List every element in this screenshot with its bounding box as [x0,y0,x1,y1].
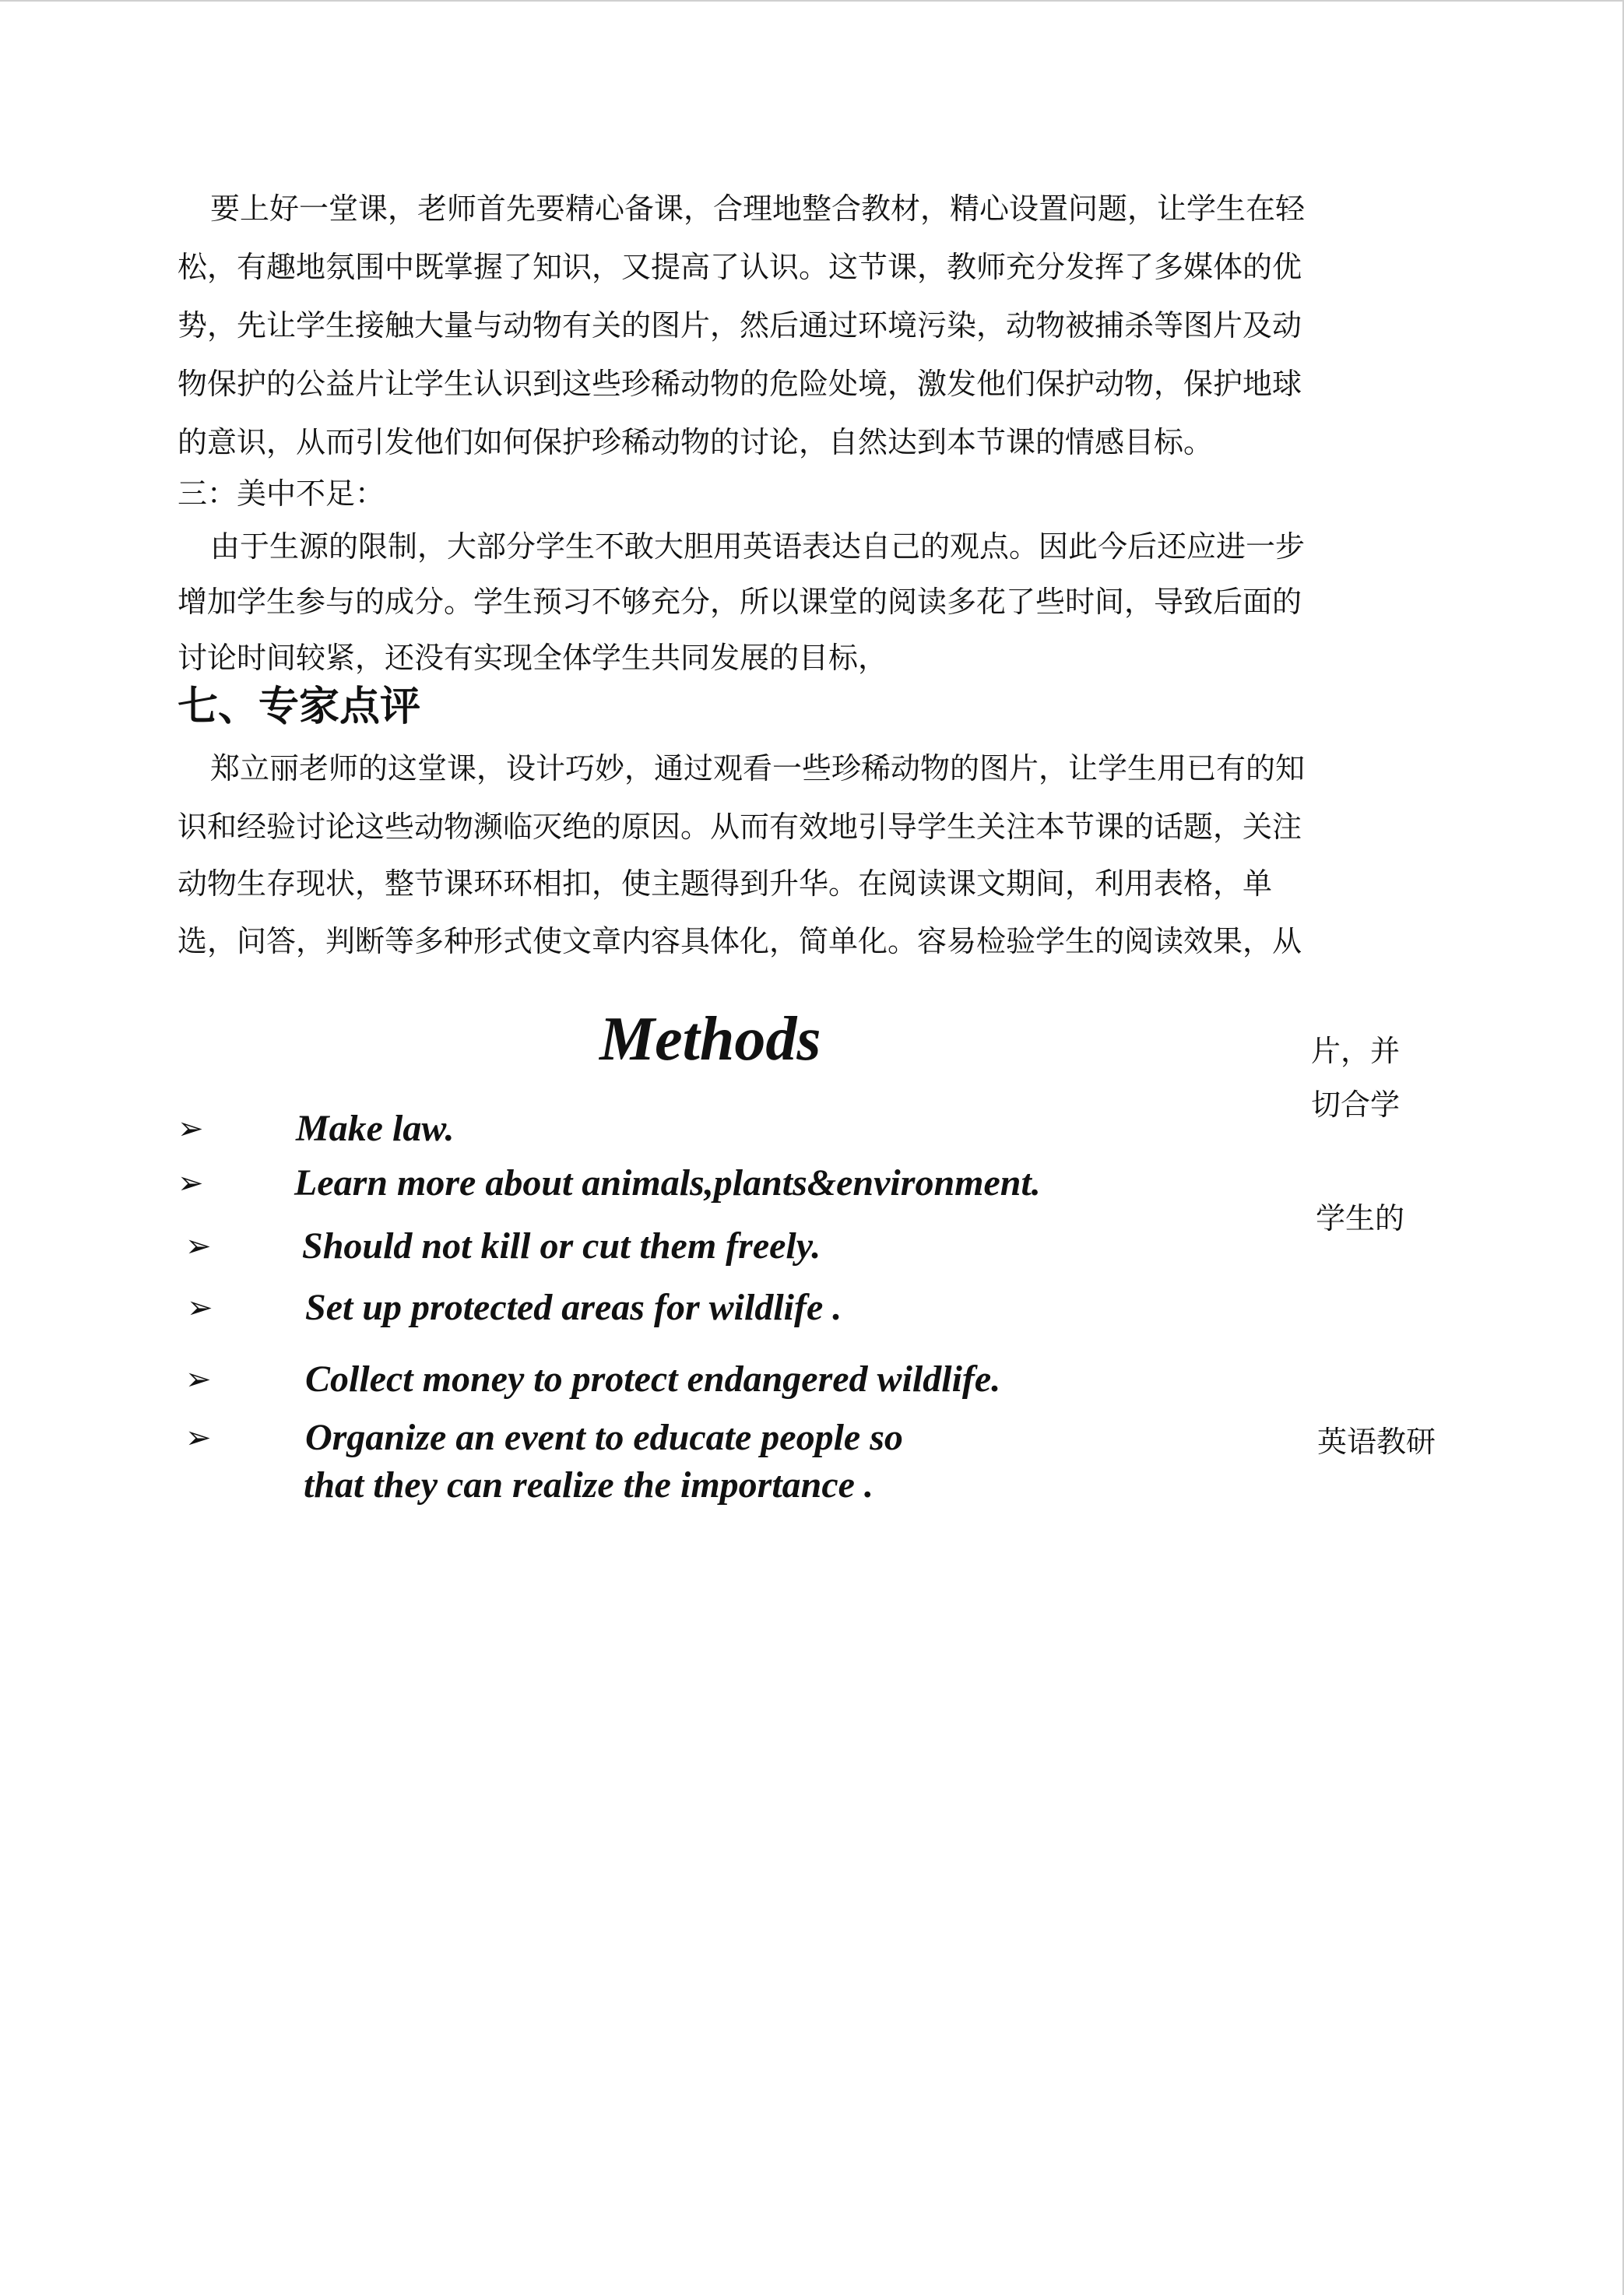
paragraph-line: 势，先让学生接触大量与动物有关的图片，然后通过环境污染，动物被捕杀等图片及动 [178,308,1302,343]
paragraph-line: 松，有趣地氛围中既掌握了知识，又提高了认识。这节课，教师充分发挥了多媒体的优 [178,250,1302,284]
method-text: Make law. [296,1108,455,1149]
method-text: Set up protected areas for wildlife . [305,1287,842,1328]
section-heading-expert-review: 七、专家点评 [178,684,421,730]
overlapped-text-fragment: 片，并 [1311,1034,1401,1068]
paragraph-line: 增加学生参与的成分。学生预习不够充分，所以课堂的阅读多花了些时间，导致后面的 [178,585,1302,619]
arrow-bullet-icon: ➢ [187,1290,213,1326]
paragraph-line: 动物生存现状，整节课环环相扣，使主题得到升华。在阅读课文期间，利用表格，单 [178,866,1273,901]
overlapped-text-fragment: 切合学 [1311,1088,1401,1122]
methods-title: Methods [599,1005,821,1074]
paragraph-line: 要上好一堂课，老师首先要精心备课，合理地整合教材，精心设置问题，让学生在轻 [210,192,1306,226]
arrow-bullet-icon: ➢ [185,1228,212,1264]
arrow-bullet-icon: ➢ [185,1362,212,1397]
overlapped-text-fragment: 学生的 [1316,1201,1405,1235]
method-text: Organize an event to educate people so [305,1417,903,1458]
paragraph-line: 讨论时间较紧，还没有实现全体学生共同发展的目标， [178,641,888,675]
arrow-bullet-icon: ➢ [178,1111,204,1147]
paragraph-line: 选，问答，判断等多种形式使文章内容具体化，简单化。容易检验学生的阅读效果，从 [178,924,1302,958]
subheading-shortcomings: 三：美中不足： [178,476,385,511]
method-text: Learn more about animals,plants&environment. [294,1162,1041,1204]
arrow-bullet-icon: ➢ [178,1165,204,1201]
paragraph-line: 物保护的公益片让学生认识到这些珍稀动物的危险处境，激发他们保护动物，保护地球 [178,367,1302,401]
paragraph-line: 郑立丽老师的这堂课，设计巧妙，通过观看一些珍稀动物的图片，让学生用已有的知 [210,751,1306,786]
paragraph-line: 由于生源的限制，大部分学生不敢大胆用英语表达自己的观点。因此今后还应进一步 [210,529,1306,564]
method-text: that they can realize the importance . [304,1464,874,1506]
method-text: Collect money to protect endangered wildlife. [305,1358,1001,1400]
overlapped-text-fragment: 英语教研 [1317,1425,1436,1459]
paragraph-line: 的意识，从而引发他们如何保护珍稀动物的讨论，自然达到本节课的情感目标。 [178,425,1214,459]
arrow-bullet-icon: ➢ [185,1420,212,1456]
paragraph-line: 识和经验讨论这些动物濒临灭绝的原因。从而有效地引导学生关注本节课的话题，关注 [178,810,1302,844]
method-text: Should not kill or cut them freely. [302,1225,821,1267]
